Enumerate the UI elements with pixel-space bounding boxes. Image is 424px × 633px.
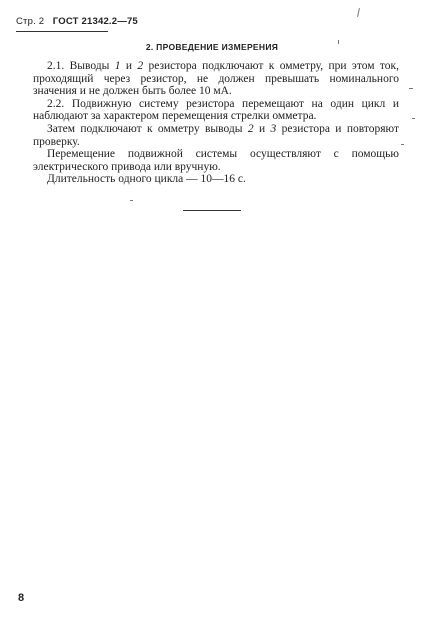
paragraph-drive-text: Перемещение подвижной системы осуществляют с помощью электрического привода или вручную. <box>33 148 399 173</box>
paragraph-repeat-text-a: Затем подключают к омметру выводы <box>47 122 248 135</box>
page-number: 8 <box>18 592 25 604</box>
header-standard-code: ГОСТ 21342.2—75 <box>52 16 138 27</box>
section-title: 2. ПРОВЕДЕНИЕ ИЗМЕРЕНИЯ <box>145 42 279 52</box>
end-rule <box>183 210 241 211</box>
header-underline <box>16 31 108 32</box>
terminal-number-1: 1 <box>114 60 121 72</box>
terminal-number-3: 3 <box>270 122 277 135</box>
paragraph-cycle-duration <box>33 173 399 186</box>
terminal-number-2b: 2 <box>247 122 254 135</box>
scan-speck <box>357 8 360 17</box>
paragraph-2-2-text: 2.2. Подвижную систему резистора перемещают на один цикл и наблюдают за характером перемещения стрелки омметра. <box>33 97 399 123</box>
paragraph-repeat-check <box>33 123 399 148</box>
scan-speck <box>409 88 413 89</box>
paragraph-repeat-text-c: и <box>253 122 271 135</box>
paragraph-2-1 <box>33 60 399 98</box>
scan-speck <box>130 200 133 201</box>
terminal-number-2: 2 <box>137 60 144 72</box>
paragraph-repeat-text-e: резистора и повторяют проверку. <box>33 122 400 148</box>
scan-speck <box>401 144 404 145</box>
paragraph-2-1-text-c: и <box>120 60 138 72</box>
paragraph-drive <box>33 148 399 173</box>
paragraph-2-1-text-a: 2.1. Выводы <box>47 60 115 72</box>
header-page-label: Стр. 2 <box>16 16 45 27</box>
paragraph-2-2 <box>33 98 399 123</box>
scan-speck <box>338 40 339 44</box>
scan-speck <box>412 118 415 119</box>
paragraph-2-1-text-e: резистора подключают к омметру, при этом ток, проходящий через резистор, не должен превышать номинального значения и не должен быть более 10 мА. <box>33 60 399 98</box>
body-text <box>33 60 399 186</box>
paragraph-cycle-text: Длительность одного цикла — 10—16 с. <box>47 173 246 186</box>
page-header <box>16 16 138 27</box>
